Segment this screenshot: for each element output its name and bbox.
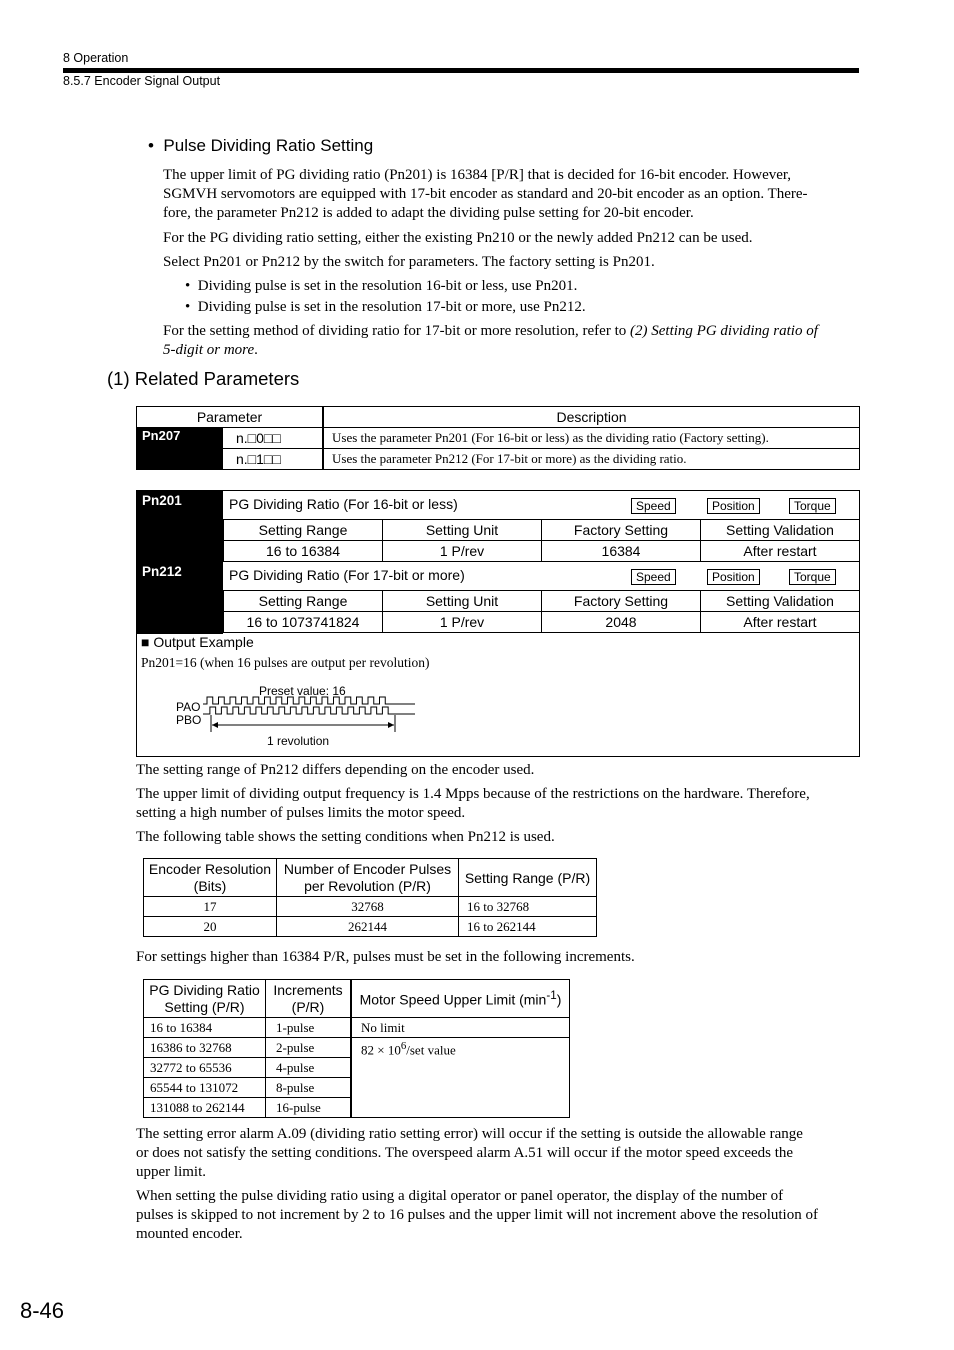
incr-header-speed-limit — [351, 980, 570, 1018]
pn207-code-1: n.□1□□ — [223, 449, 324, 470]
limit-text: 82 × 10 — [361, 1042, 401, 1058]
enc-pulses-cell: 32768 — [277, 897, 459, 917]
header-line: Increments — [273, 981, 343, 998]
bullet-heading-text: Pulse Dividing Ratio Setting — [163, 136, 374, 155]
pn201-unit: 1 P/rev — [382, 540, 542, 562]
mid-paragraph-2 — [136, 785, 810, 823]
pbo-label: PBO — [176, 713, 202, 727]
header-description: Description — [323, 407, 860, 428]
pn201-factory: 16384 — [541, 540, 701, 562]
header-rule — [63, 68, 859, 73]
enc-header-range: Setting Range (P/R) — [459, 859, 597, 897]
header-line: Number of Encoder Pulses — [283, 860, 452, 877]
incr-header-ratio — [144, 980, 266, 1018]
pao-label: PAO — [176, 700, 201, 714]
enc-header-pulses — [277, 859, 459, 897]
pn212-title: PG Dividing Ratio (For 17-bit or more) — [229, 567, 465, 583]
pn207-desc-1: Uses the parameter Pn212 (For 17-bit or more) as the dividing ratio. — [323, 449, 860, 470]
header-superscript: -1 — [546, 989, 557, 1003]
text-line: When setting the pulse dividing ratio using a digital operator or panel operator, the display of the number of — [136, 1188, 784, 1204]
header-text: Motor Speed Upper Limit (min — [359, 991, 547, 1008]
divider — [137, 632, 859, 633]
pn212-name: Pn212 — [137, 562, 223, 634]
pao-waveform — [203, 697, 415, 704]
pn207-code-0: n.□0□□ — [223, 428, 324, 449]
pn207-table — [136, 406, 860, 470]
revolution-label: 1 revolution — [267, 734, 330, 748]
section-header: 8.5.7 Encoder Signal Output — [63, 74, 221, 88]
text-line: pulses is skipped to not increment by 2 to 16 pulses and the upper limit will not increment above the resolution of — [136, 1207, 818, 1223]
tag-position: Position — [707, 498, 760, 514]
pn201-title: PG Dividing Ratio (For 16-bit or less) — [229, 496, 458, 512]
header-parameter: Parameter — [137, 407, 324, 428]
pn212-range: 16 to 1073741824 — [223, 611, 383, 633]
incr-ratio-cell: 16 to 16384 — [144, 1018, 266, 1038]
enc-range-cell: 16 to 262144 — [459, 917, 597, 937]
header-line: (P/R) — [291, 998, 325, 1015]
enc-bits-cell: 20 — [144, 917, 277, 937]
incr-limit-cell — [351, 1038, 570, 1118]
text-span: For the setting method of dividing ratio for 17-bit or more resolution, refer to — [163, 323, 630, 339]
intro-paragraph-2: For the PG dividing ratio setting, either the existing Pn210 or the newly added Pn212 can be used. — [163, 230, 753, 246]
header-line: PG Dividing Ratio — [149, 981, 260, 998]
chapter-header: 8 Operation — [63, 51, 129, 65]
incr-inc-cell: 4-pulse — [266, 1058, 352, 1078]
preset-label: Preset value: 16 — [259, 684, 346, 698]
encoder-table — [143, 858, 597, 937]
header-line: per Revolution (P/R) — [304, 877, 431, 894]
limit-text: /set value — [406, 1042, 456, 1058]
incr-header-increments — [266, 980, 352, 1018]
section-heading: (1) Related Parameters — [107, 368, 300, 389]
tag-position: Position — [707, 569, 760, 585]
pn201-h-valid: Setting Validation — [700, 519, 860, 541]
pn212-h-unit: Setting Unit — [382, 590, 542, 612]
incr-ratio-cell: 16386 to 32768 — [144, 1038, 266, 1058]
text-line: The upper limit of dividing output frequency is 1.4 Mpps because of the restrictions on the hardware. Therefore, — [136, 786, 810, 802]
pn212-h-valid: Setting Validation — [700, 590, 860, 612]
pn201-h-range: Setting Range — [223, 519, 383, 541]
incr-inc-cell: 8-pulse — [266, 1078, 352, 1098]
header-line: Encoder Resolution — [148, 860, 272, 877]
text-line: or does not satisfy the setting conditions. The overspeed alarm A.51 will occur if the motor speed exceeds the — [136, 1145, 794, 1161]
intro-paragraph-4 — [163, 322, 818, 360]
reference-link: 5-digit or more — [163, 342, 255, 358]
header-text: ) — [556, 991, 562, 1008]
example-title: ■ Output Example — [141, 634, 254, 650]
intro-paragraph-3: Select Pn201 or Pn212 by the switch for parameters. The factory setting is Pn201. — [163, 254, 655, 270]
text-line: The setting error alarm A.09 (dividing ratio setting error) will occur if the setting is outside the allowable range — [136, 1126, 803, 1142]
incr-ratio-cell: 65544 to 131072 — [144, 1078, 266, 1098]
incr-inc-cell: 1-pulse — [266, 1018, 352, 1038]
example-description: Pn201=16 (when 16 pulses are output per revolution) — [141, 655, 430, 670]
incr-limit-cell: No limit — [351, 1018, 570, 1038]
pn212-factory: 2048 — [541, 611, 701, 633]
pn201-h-unit: Setting Unit — [382, 519, 542, 541]
bullet-text: Dividing pulse is set in the resolution 16-bit or less, use Pn201. — [197, 278, 578, 294]
bullet-heading: • Pulse Dividing Ratio Setting — [148, 136, 374, 155]
pn212-h-factory: Factory Setting — [541, 590, 701, 612]
increments-table — [143, 979, 570, 1118]
page-number: 8-46 — [20, 1298, 65, 1323]
header-line: (Bits) — [193, 877, 227, 894]
mid-paragraph-1: The setting range of Pn212 differs depending on the encoder used. — [136, 762, 535, 778]
text-line: The upper limit of PG dividing ratio (Pn201) is 16384 [P/R] that is decided for 16-bit encoder. However, — [163, 167, 792, 183]
enc-header-bits — [144, 859, 277, 897]
incr-ratio-cell: 32772 to 65536 — [144, 1058, 266, 1078]
pn201-h-factory: Factory Setting — [541, 519, 701, 541]
header-line: Setting (P/R) — [164, 998, 245, 1015]
increments-paragraph: For settings higher than 16384 P/R, pulses must be set in the following increments. — [136, 949, 635, 965]
intro-bullet-1: • Dividing pulse is set in the resolution 16-bit or less, use Pn201. — [185, 278, 578, 294]
text-line: SGMVH servomotors are equipped with 17-bit encoder as standard and 20-bit encoder as an option. There- — [163, 186, 808, 202]
enc-bits-cell: 17 — [144, 897, 277, 917]
incr-inc-cell: 16-pulse — [266, 1098, 352, 1118]
pn207-name: Pn207 — [137, 428, 223, 470]
pn212-h-range: Setting Range — [223, 590, 383, 612]
pn207-desc-0: Uses the parameter Pn201 (For 16-bit or less) as the dividing ratio (Factory setting). — [323, 428, 860, 449]
text-line: setting a high number of pulses limits the motor speed. — [136, 805, 466, 821]
mid-paragraph-3: The following table shows the setting conditions when Pn212 is used. — [136, 829, 555, 845]
enc-pulses-cell: 262144 — [277, 917, 459, 937]
tag-torque: Torque — [789, 569, 836, 585]
text-line: upper limit. — [136, 1164, 206, 1180]
arrow-right-head — [388, 722, 394, 728]
reference-link: (2) Setting PG dividing ratio of — [630, 323, 818, 339]
tag-torque: Torque — [789, 498, 836, 514]
bullet-text: Dividing pulse is set in the resolution 17-bit or more, use Pn212. — [197, 299, 586, 315]
intro-bullet-2: • Dividing pulse is set in the resolution 17-bit or more, use Pn212. — [185, 299, 586, 315]
tag-speed: Speed — [631, 498, 676, 514]
enc-range-cell: 16 to 32768 — [459, 897, 597, 917]
incr-ratio-cell: 131088 to 262144 — [144, 1098, 266, 1118]
text-line: mounted encoder. — [136, 1226, 243, 1242]
pn212-unit: 1 P/rev — [382, 611, 542, 633]
pn201-range: 16 to 16384 — [223, 540, 383, 562]
pn201-name: Pn201 — [137, 491, 223, 563]
tag-speed: Speed — [631, 569, 676, 585]
incr-inc-cell: 2-pulse — [266, 1038, 352, 1058]
text-span: . — [254, 342, 258, 358]
text-line: fore, the parameter Pn212 is added to adapt the dividing pulse setting for 20-bit encoder. — [163, 205, 694, 221]
tail-paragraph-1 — [136, 1125, 803, 1182]
pn212-valid: After restart — [700, 611, 860, 633]
limit-superscript: 6 — [400, 1040, 407, 1052]
intro-paragraph-1 — [163, 166, 808, 223]
pbo-waveform — [203, 707, 415, 714]
parameter-block — [136, 490, 860, 757]
pn201-valid: After restart — [700, 540, 860, 562]
arrow-left-head — [212, 722, 218, 728]
tail-paragraph-2 — [136, 1187, 818, 1244]
